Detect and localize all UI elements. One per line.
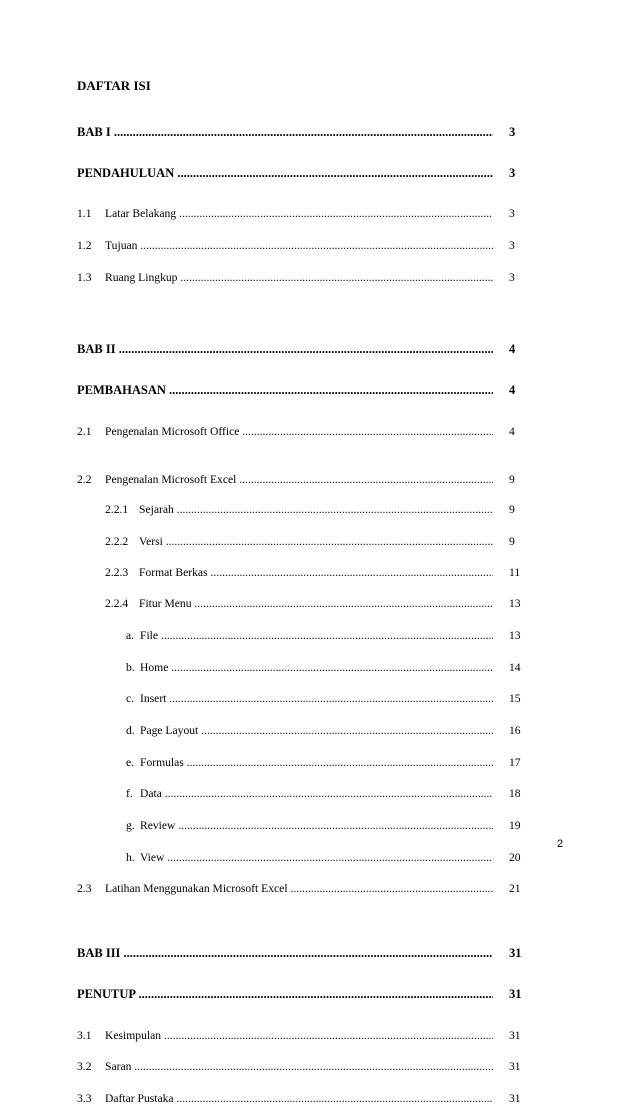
- toc-entry-page: 19: [509, 819, 521, 833]
- toc-entry-2-2-3: [77, 565, 525, 581]
- toc-entry-label: Format Berkas .....: [139, 565, 493, 581]
- toc-entry-page: 15: [509, 692, 521, 706]
- toc-entry-label: PENDAHULUAN .....: [77, 166, 493, 182]
- toc-entry-number: 2.2.3: [105, 565, 129, 579]
- toc-entry-page: 4: [509, 342, 516, 357]
- toc-entry-page: 3: [509, 239, 515, 253]
- toc-entry-1-3: [77, 270, 525, 286]
- toc-entry-page: 3: [509, 125, 516, 139]
- toc-entry-label: Kesimpulan .....: [105, 1028, 493, 1044]
- toc-entry-f: [77, 786, 525, 802]
- page-number: 2: [557, 838, 564, 850]
- toc-entry-number: 2.2: [77, 472, 92, 486]
- toc-entry-number: 2.2.2: [105, 534, 129, 548]
- toc-entry-3-3: [77, 1091, 525, 1107]
- toc-entry-g: [77, 818, 525, 834]
- toc-entry-label: Ruang Lingkup .....: [105, 270, 493, 286]
- toc-entry-bab3: [77, 946, 525, 962]
- toc-entry-number: 3.2: [77, 1060, 92, 1074]
- toc-entry-label: BAB I .....: [77, 125, 493, 141]
- toc-entry-2-2-1: [77, 502, 525, 518]
- toc-entry-number: 1.3: [77, 270, 92, 284]
- toc-entry-number: 2.2.4: [105, 597, 129, 611]
- toc-entry-page: 9: [509, 472, 515, 486]
- toc-entry-label: Latar Belakang .....: [105, 206, 493, 222]
- toc-entry-page: 3: [509, 165, 516, 180]
- toc-entry-a: [77, 628, 525, 644]
- toc-entry-page: 3: [509, 270, 515, 284]
- toc-entry-d: [77, 723, 525, 739]
- toc-entry-label: BAB II .....: [77, 342, 493, 358]
- toc-entry-number: e.: [126, 755, 135, 769]
- toc-entry-h: [77, 850, 525, 866]
- toc-entry-label: Review .....: [140, 818, 493, 834]
- toc-entry-label: Pengenalan Microsoft Excel .....: [105, 472, 493, 488]
- toc-entry-page: 20: [509, 850, 521, 864]
- toc-entry-label: BAB III .....: [77, 946, 493, 962]
- toc-entry-page: 4: [509, 424, 515, 438]
- toc-entry-1-2: [77, 238, 525, 254]
- toc-entry-page: 9: [509, 534, 515, 548]
- toc-entry-3-2: [77, 1059, 525, 1075]
- toc-entry-label: Sejarah .....: [139, 502, 493, 518]
- toc-entry-label: Fitur Menu .....: [139, 596, 493, 612]
- toc-entry-label: PENUTUP .....: [77, 987, 493, 1003]
- toc-entry-number: f.: [126, 787, 133, 801]
- toc-entry-number: 2.3: [77, 882, 92, 896]
- toc-entry-number: h.: [126, 850, 135, 864]
- toc-entry-e: [77, 755, 525, 771]
- toc-entry-pendahuluan: [77, 166, 525, 182]
- toc-entry-page: 31: [509, 946, 522, 961]
- toc-entry-label: Daftar Pustaka .....: [105, 1091, 493, 1107]
- toc-entry-label: Home .....: [140, 660, 493, 676]
- toc-entry-page: 4: [509, 383, 516, 398]
- toc-entry-page: 11: [509, 565, 521, 579]
- toc-entry-number: 2.2.1: [105, 503, 129, 517]
- toc-entry-number: c.: [126, 692, 135, 706]
- toc-entry-page: 21: [509, 882, 521, 896]
- toc-entry-number: 3.1: [77, 1028, 92, 1042]
- toc-entry-label: Latihan Menggunakan Microsoft Excel .....: [105, 881, 493, 897]
- toc-entry-3-1: [77, 1028, 525, 1044]
- toc-entry-label: Data .....: [140, 786, 493, 802]
- toc-entry-label: Page Layout .....: [140, 723, 493, 739]
- toc-entry-page: 18: [509, 787, 521, 801]
- toc-entry-label: Saran .....: [105, 1059, 493, 1075]
- toc-entry-label: File .....: [140, 628, 493, 644]
- toc-entry-number: 1.1: [77, 207, 92, 221]
- toc-entry-label: Insert .....: [140, 691, 493, 707]
- toc-entry-page: 31: [509, 1060, 521, 1074]
- toc-entry-page: 9: [509, 503, 515, 517]
- toc-entry-2-2-4: [77, 596, 525, 612]
- toc-entry-page: 17: [509, 755, 521, 769]
- toc-entry-label: View .....: [140, 850, 493, 866]
- toc-entry-2-3: [77, 881, 525, 897]
- toc-entry-label: Pengenalan Microsoft Office .....: [105, 424, 493, 440]
- toc-entry-penutup: [77, 987, 525, 1003]
- toc-entry-page: 31: [509, 1091, 521, 1105]
- toc-entry-label: PEMBAHASAN .....: [77, 383, 493, 399]
- toc-entry-b: [77, 660, 525, 676]
- toc-entry-page: 31: [509, 986, 522, 1001]
- toc-entry-page: 13: [509, 628, 521, 642]
- toc-entry-number: b.: [126, 660, 135, 674]
- toc-entry-number: g.: [126, 819, 135, 833]
- toc-entry-label: Formulas .....: [140, 755, 493, 771]
- toc-entry-number: 3.3: [77, 1091, 92, 1105]
- toc-entry-page: 14: [509, 660, 521, 674]
- toc-entry-1-1: [77, 206, 525, 222]
- toc-entry-2-2: [77, 472, 525, 488]
- toc-entry-bab2: [77, 342, 525, 358]
- toc-entry-2-1: [77, 424, 525, 440]
- toc-entry-number: a.: [126, 628, 135, 642]
- toc-entry-number: 1.2: [77, 239, 92, 253]
- toc-entry-label: Tujuan .....: [105, 238, 493, 254]
- toc-entry-2-2-2: [77, 534, 525, 550]
- toc-entry-page: 13: [509, 597, 521, 611]
- toc-entry-page: 3: [509, 207, 515, 221]
- toc-entry-pembahasan: [77, 383, 525, 399]
- toc-entry-c: [77, 691, 525, 707]
- toc-entry-label: Versi .....: [139, 534, 493, 550]
- toc-entry-number: d.: [126, 724, 135, 737]
- toc-entry-bab1: [77, 125, 525, 141]
- toc-entry-number: 2.1: [77, 424, 92, 438]
- toc-entry-page: 16: [509, 724, 521, 737]
- page-title: DAFTAR ISI: [77, 78, 151, 93]
- toc-entry-page: 31: [509, 1028, 521, 1042]
